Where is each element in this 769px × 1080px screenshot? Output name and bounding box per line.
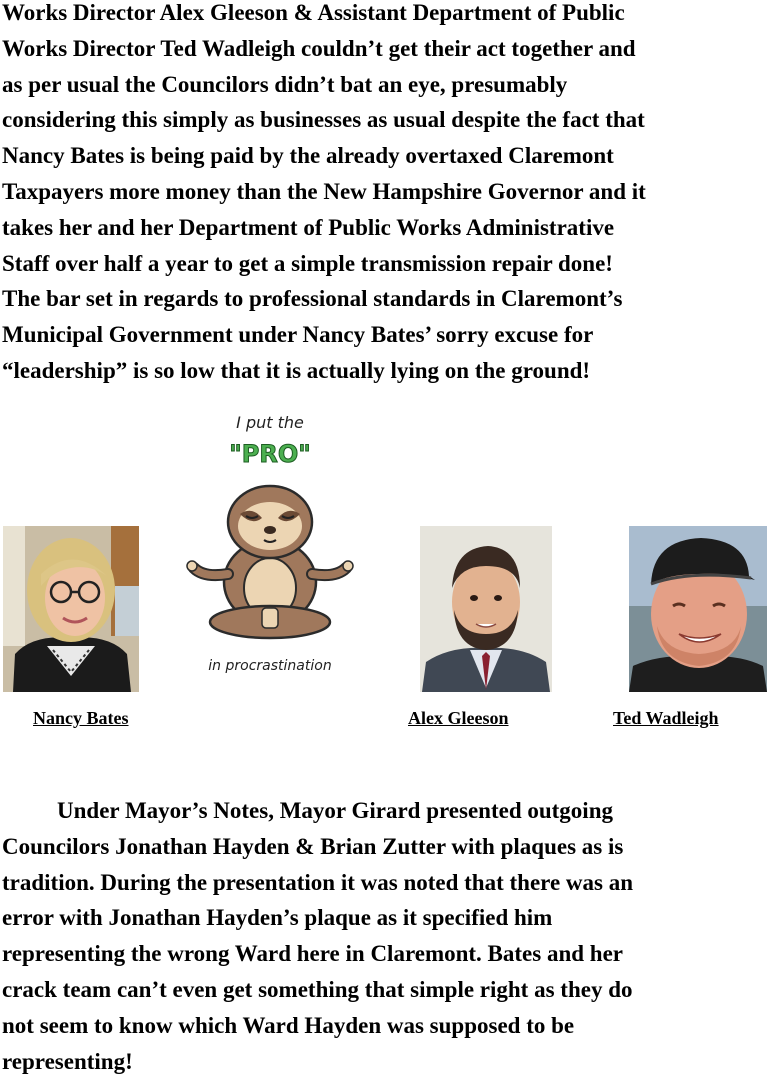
text-line: as per usual the Councilors didn’t bat an eye, presumably <box>2 71 568 97</box>
portrait-man-suit-image <box>420 526 552 692</box>
svg-text:in procrastination: in procrastination <box>208 658 332 674</box>
sloth-procrastination-graphic <box>178 402 368 684</box>
text-line: crack team can’t even get something that simple right as they do <box>2 976 633 1002</box>
article-paragraph-1 <box>2 0 768 389</box>
article-paragraph-2 <box>2 793 768 1079</box>
text-line: Councilors Jonathan Hayden & Brian Zutter with plaques as is <box>2 833 624 859</box>
text-line: Staff over half a year to get a simple transmission repair done! <box>2 250 613 276</box>
text-line: representing! <box>2 1048 133 1074</box>
svg-text:I put the: I put the <box>236 413 304 432</box>
portrait-man-cap-image <box>629 526 767 692</box>
text-line: Works Director Ted Wadleigh couldn’t get their act together and <box>2 35 636 61</box>
text-line: Municipal Government under Nancy Bates’ sorry excuse for <box>2 322 594 348</box>
text-line: “leadership” is so low that it is actually lying on the ground! <box>2 357 591 383</box>
caption-nancy-bates: Nancy Bates <box>33 708 129 728</box>
text-line: The bar set in regards to professional standards in Claremont’s <box>2 286 623 312</box>
text-line: Taxpayers more money than the New Hampshire Governor and it <box>2 178 646 204</box>
text-line: takes her and her Department of Public Works Administrative <box>2 214 615 240</box>
photo-alex-gleeson <box>420 526 552 692</box>
text-line: Works Director Alex Gleeson & Assistant Department of Public <box>2 0 625 25</box>
photo-ted-wadleigh <box>629 526 767 692</box>
portrait-woman-image <box>3 526 139 692</box>
text-line: tradition. During the presentation it was noted that there was an <box>2 869 634 895</box>
text-line: considering this simply as businesses as usual despite the fact that <box>2 107 645 133</box>
sloth-icon <box>178 402 368 684</box>
text-line: Nancy Bates is being paid by the already overtaxed Claremont <box>2 143 614 169</box>
caption-ted-wadleigh: Ted Wadleigh <box>613 708 719 728</box>
svg-text:"PRO": "PRO" <box>229 440 311 468</box>
text-line: representing the wrong Ward here in Claremont. Bates and her <box>2 941 623 967</box>
text-line: not seem to know which Ward Hayden was supposed to be <box>2 1012 575 1038</box>
caption-alex-gleeson: Alex Gleeson <box>408 708 509 728</box>
text-line: Under Mayor’s Notes, Mayor Girard presented outgoing <box>57 798 613 823</box>
text-line: error with Jonathan Hayden’s plaque as it specified him <box>2 905 553 931</box>
photo-nancy-bates <box>3 526 139 692</box>
